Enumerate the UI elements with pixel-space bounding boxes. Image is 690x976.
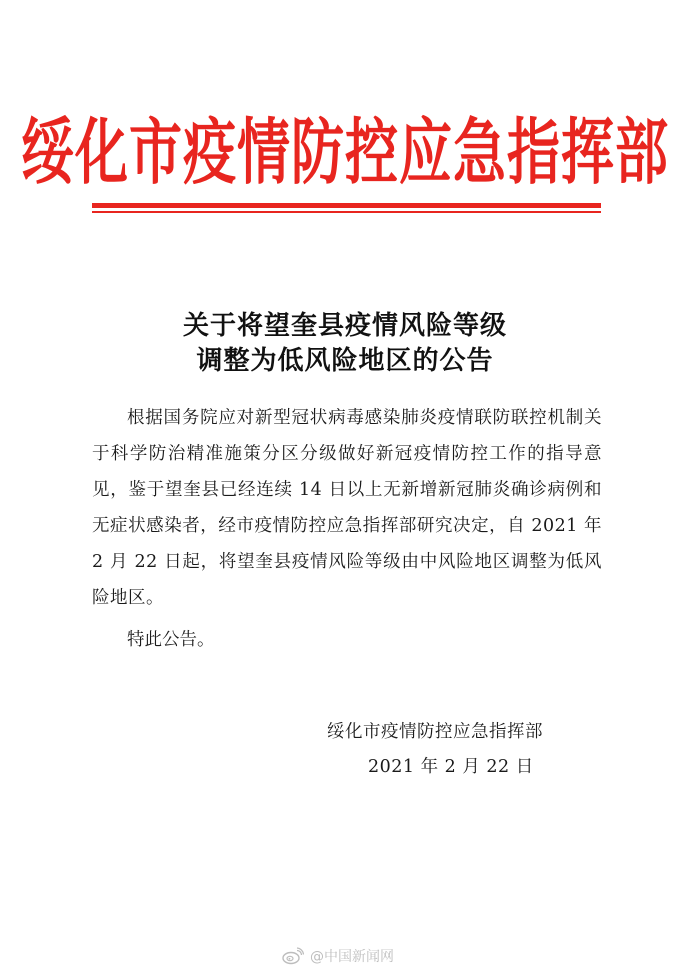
masthead-rule-thick: [92, 203, 601, 208]
notice-title-line2: 调整为低风险地区的公告: [196, 346, 494, 376]
notice-body: [92, 400, 602, 616]
notice-closing: 特此公告。: [127, 630, 215, 650]
masthead-rule-thin: [92, 211, 601, 213]
signature-organization: 绥化市疫情防控应急指挥部: [327, 722, 543, 742]
watermark: [282, 944, 394, 968]
notice-title-line1: 关于将望奎县疫情风险等级: [182, 311, 507, 341]
masthead-title: 绥化市疫情防控应急指挥部: [21, 112, 669, 195]
weibo-icon: [282, 947, 304, 965]
notice-body-paragraph: 根据国务院应对新型冠状病毒感染肺炎疫情联防联控机制关于科学防治精准施策分区分级做好新冠疫情防控工作的指导意见，鉴于望奎县已经连续 14 日以上无新增新冠肺炎确诊病例和无症状感染者，经市疫情防控应急指挥部研究决定，自 2021 年 2 月 22 日起，将望奎县疫情风险等级由中风险地区调整为低风险地区。: [92, 408, 602, 608]
signature-date: 2021 年 2 月 22 日: [368, 757, 534, 777]
watermark-text: @中国新闻网: [310, 949, 394, 965]
